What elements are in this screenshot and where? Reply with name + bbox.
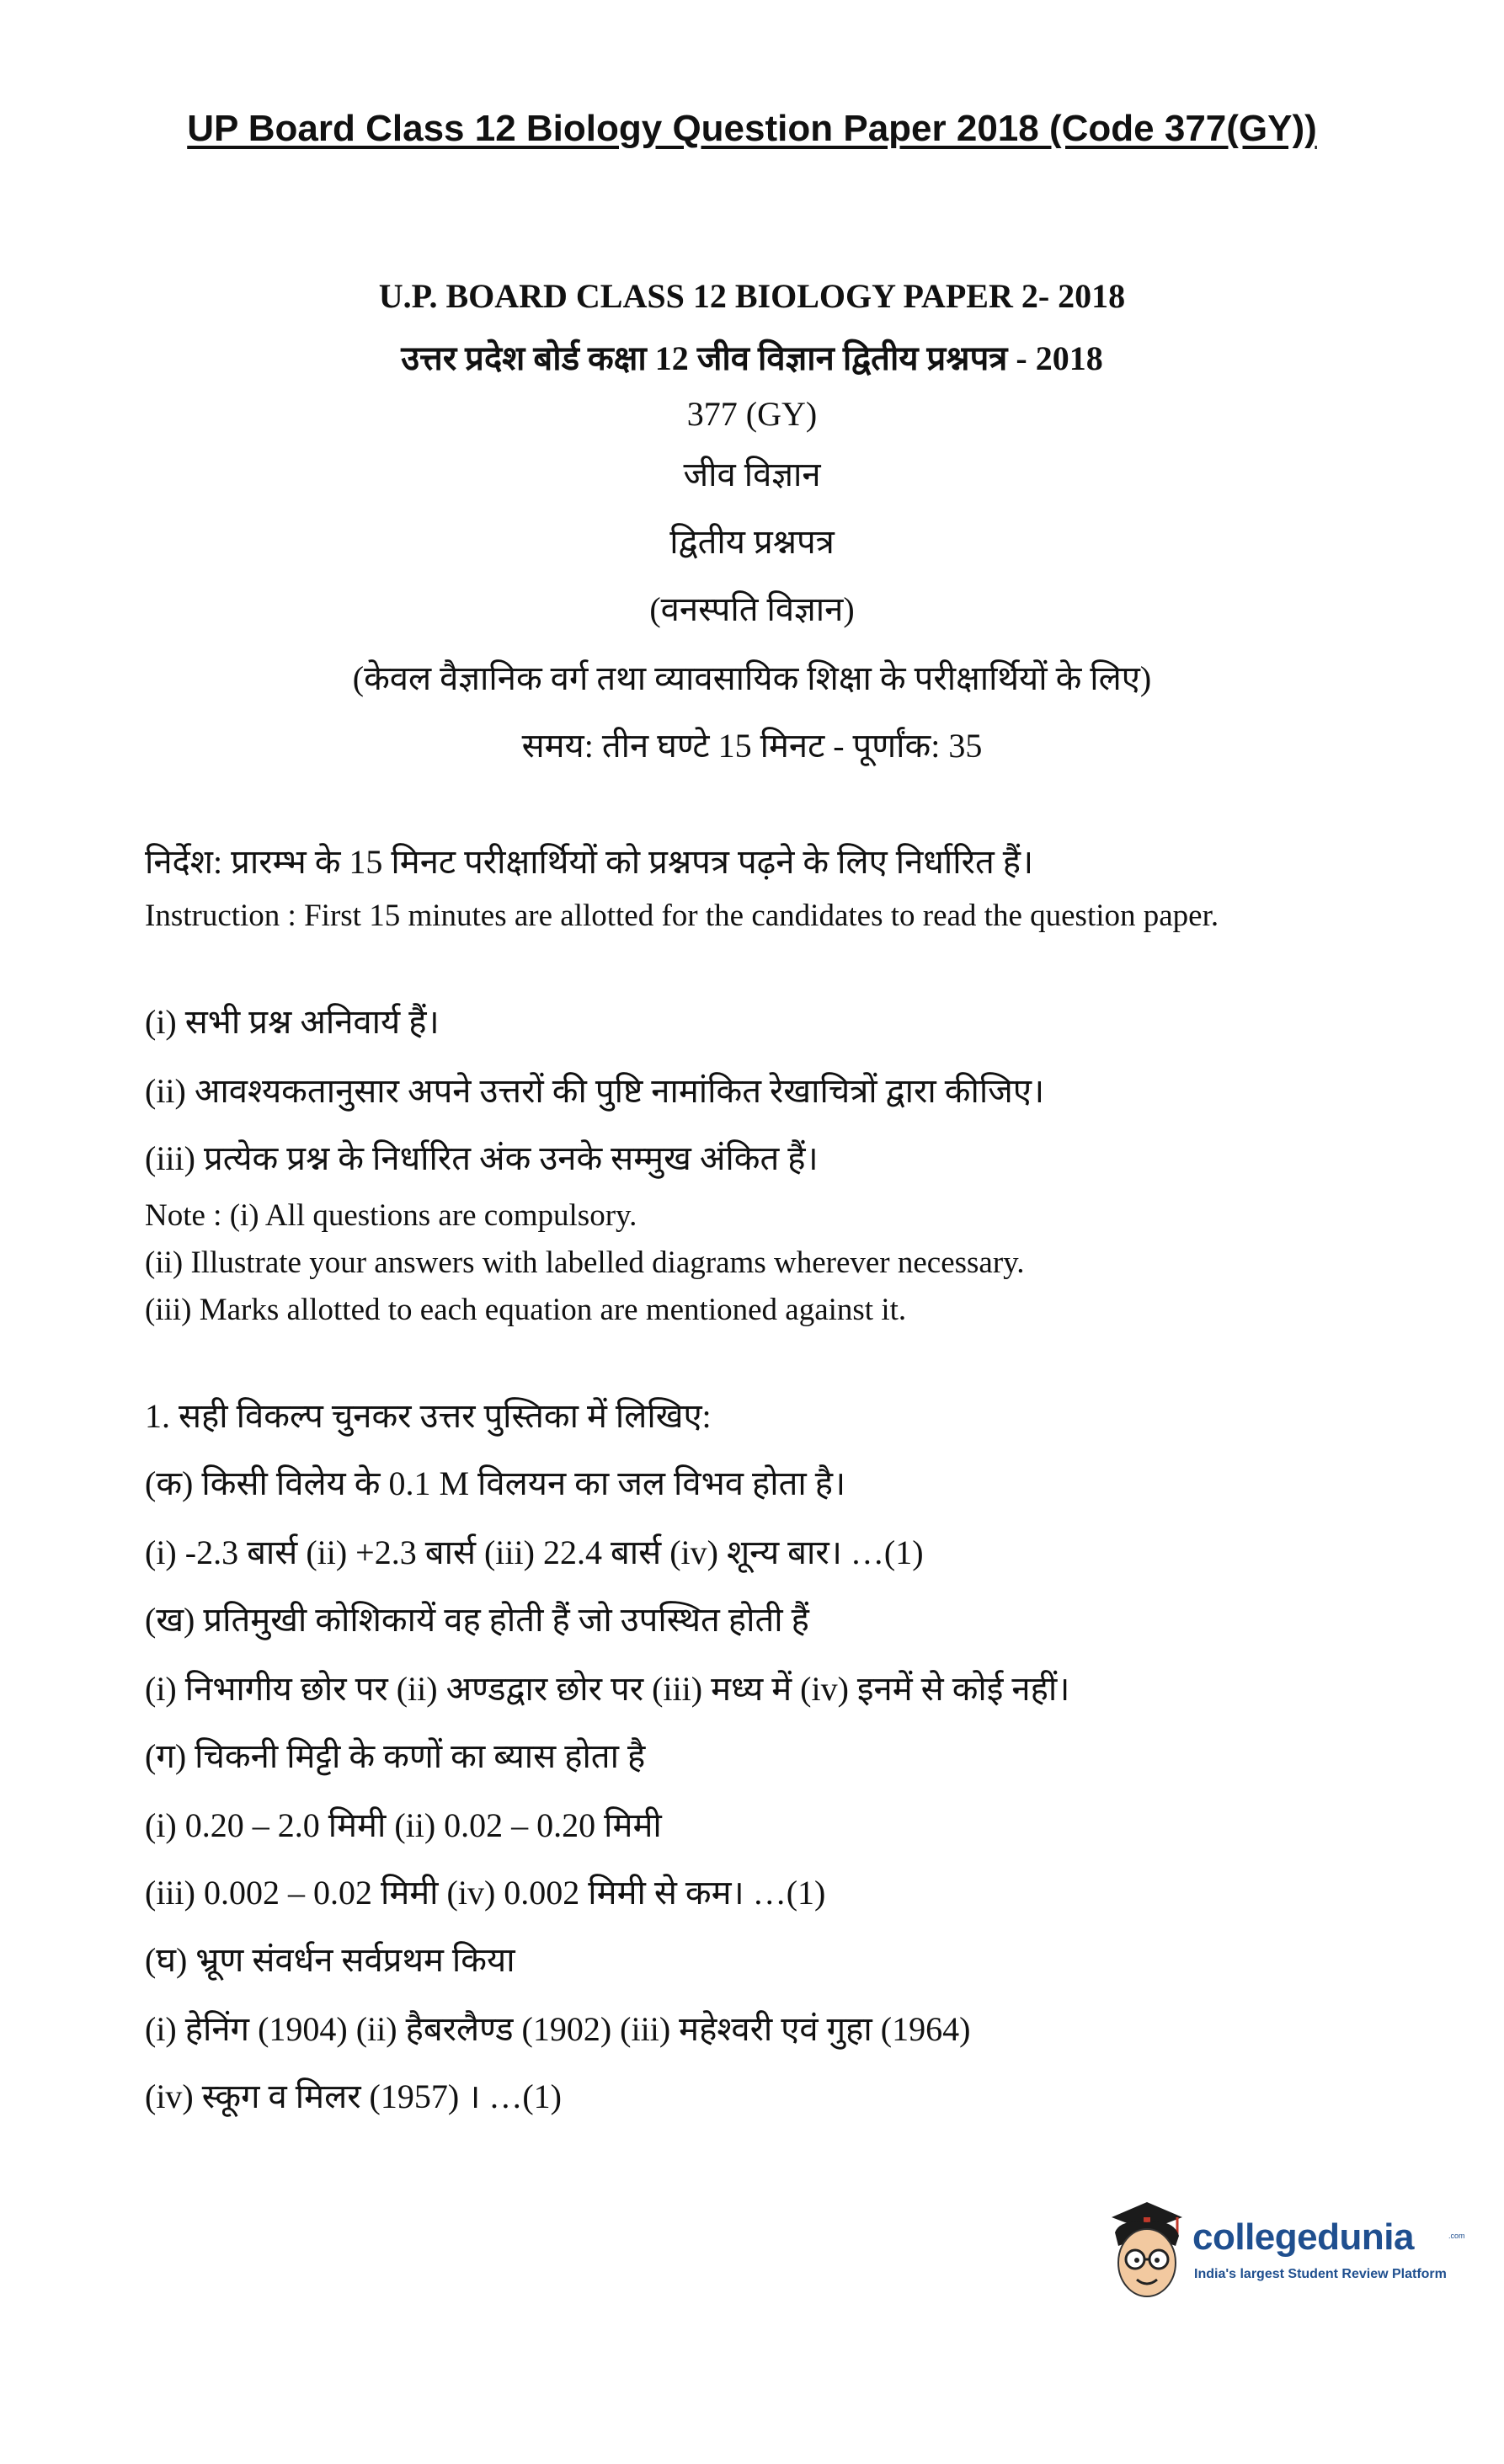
question-1c-options-2: (iii) 0.002 – 0.02 मिमी (iv) 0.002 मिमी से कम। …(1) bbox=[145, 1874, 826, 1912]
question-1c-options-1: (i) 0.20 – 2.0 मिमी (ii) 0.02 – 0.20 मिमी bbox=[145, 1806, 662, 1844]
instruction-hindi: निर्देश: प्रारम्भ के 15 मिनट परीक्षार्थियों को प्रश्नपत्र पढ़ने के लिए निर्धारित हैं। bbox=[145, 843, 1034, 881]
logo-suffix: .com bbox=[1448, 2232, 1465, 2240]
time-and-marks: समय: तीन घण्टे 15 मिनट - पूर्णांक: 35 bbox=[521, 727, 983, 765]
student-mascot-icon bbox=[1095, 2194, 1196, 2312]
audience-note: (केवल वैज्ञानिक वर्ग तथा व्यावसायिक शिक्षा के परीक्षार्थियों के लिए) bbox=[352, 659, 1152, 697]
note-english-2: (ii) Illustrate your answers with labelled diagrams wherever necessary. bbox=[145, 1245, 1025, 1280]
question-1c: (ग) चिकनी मिट्टी के कणों का ब्यास होता है bbox=[145, 1737, 646, 1775]
collegedunia-logo bbox=[1095, 2189, 1465, 2316]
branch-title: (वनस्पति विज्ञान) bbox=[649, 590, 855, 628]
note-hindi-3: (iii) प्रत्येक प्रश्न के निर्धारित अंक उनके सम्मुख अंकित हैं। bbox=[145, 1139, 819, 1177]
note-english-3: (iii) Marks allotted to each equation are mentioned against it. bbox=[145, 1293, 907, 1327]
page-title: UP Board Class 12 Biology Question Paper 2018 (Code 377(GY)) bbox=[187, 108, 1317, 149]
instruction-english: Instruction : First 15 minutes are allotted for the candidates to read the question paper. bbox=[145, 899, 1219, 933]
question-1d-options-2: (iv) स्कूग व मिलर (1957) । …(1) bbox=[145, 2077, 562, 2115]
question-1b-options: (i) निभागीय छोर पर (ii) अण्डद्वार छोर पर (iii) मध्य में (iv) इनमें से कोई नहीं। bbox=[145, 1670, 1070, 1708]
logo-tagline: India's largest Student Review Platform bbox=[1194, 2267, 1447, 2281]
note-hindi-1: (i) सभी प्रश्न अनिवार्य हैं। bbox=[145, 1003, 440, 1041]
subject-title: जीव विज्ञान bbox=[683, 456, 821, 493]
question-1d-options-1: (i) हेनिंग (1904) (ii) हैबरलैण्ड (1902) (iii) महेश्वरी एवं गुहा (1964) bbox=[145, 2010, 971, 2048]
note-hindi-2: (ii) आवश्यकतानुसार अपने उत्तरों की पुष्टि नामांकित रेखाचित्रों द्वारा कीजिए। bbox=[145, 1072, 1045, 1110]
paper-number: द्वितीय प्रश्नपत्र bbox=[669, 523, 835, 561]
cover-line-hindi: उत्तर प्रदेश बोर्ड कक्षा 12 जीव विज्ञान द्वितीय प्रश्नपत्र - 2018 bbox=[401, 339, 1103, 377]
cover-line-english: U.P. BOARD CLASS 12 BIOLOGY PAPER 2- 2018 bbox=[378, 277, 1126, 315]
paper-code: 377 (GY) bbox=[686, 395, 818, 433]
note-english-1: Note : (i) All questions are compulsory. bbox=[145, 1198, 637, 1233]
question-1a-options: (i) -2.3 बार्स (ii) +2.3 बार्स (iii) 22.4 बार्स (iv) शून्य बार। …(1) bbox=[145, 1533, 924, 1571]
question-1d: (घ) भ्रूण संवर्धन सर्वप्रथम किया bbox=[145, 1941, 515, 1979]
question-1a: (क) किसी विलेय के 0.1 M विलयन का जल विभव होता है। bbox=[145, 1464, 846, 1502]
question-1b: (ख) प्रतिमुखी कोशिकायें वह होती हैं जो उपस्थित होती हैं bbox=[145, 1601, 809, 1639]
question-1-heading: 1. सही विकल्प चुनकर उत्तर पुस्तिका में लिखिए: bbox=[145, 1397, 712, 1435]
logo-wordmark: collegedunia bbox=[1192, 2216, 1414, 2258]
